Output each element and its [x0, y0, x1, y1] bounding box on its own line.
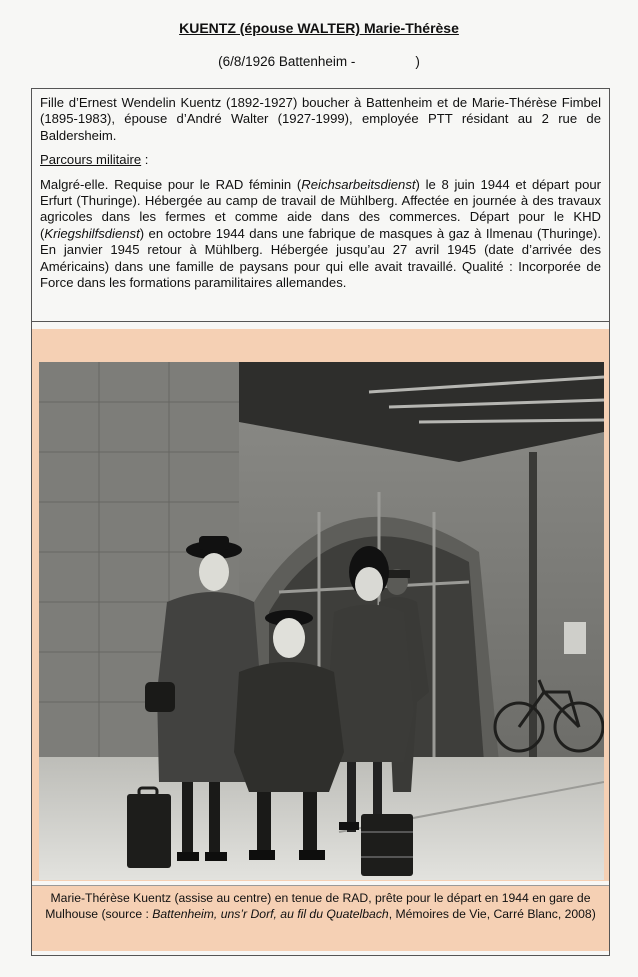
- parcours-italic-2: Kriegshilfsdienst: [44, 225, 140, 241]
- record-frame: [31, 88, 610, 956]
- caption-part-1: Marie-Thérèse Kuentz (assise au centre) en tenue de RAD, prête pour le départ en 1944 en gare de Mulhouse (source :: [45, 891, 591, 921]
- biography-section: [32, 89, 609, 322]
- photo-panel: [32, 329, 609, 881]
- section-colon: :: [141, 152, 149, 168]
- page-title: KUENTZ (épouse WALTER) Marie-Thérèse: [179, 20, 459, 36]
- parcours-italic-1: Reichsarbeitsdienst: [301, 176, 416, 192]
- caption-part-2: , Mémoires de Vie, Carré Blanc, 2008): [388, 906, 596, 921]
- parcours-part-1: Malgré-elle. Requise pour le RAD féminin (: [40, 176, 302, 192]
- section-heading: Parcours militaire: [40, 152, 142, 168]
- parcours-text: [40, 177, 601, 292]
- section-heading-line: [40, 152, 601, 168]
- birth-info: (6/8/1926 Battenheim - ): [218, 54, 420, 69]
- bio-intro: Fille d’Ernest Wendelin Kuentz (1892-1927) boucher à Battenheim et de Marie-Thérèse Fimbel (1895-1983), épouse d’André Walter (1927-1999), employée PTT résidant au 2 rue de Baldersheim.: [40, 95, 601, 143]
- parcours-part-2: ) le 8 juin 1944 et départ pour Erfurt (Thuringe). Hébergée au camp de travail de Mühlberg. Affectée en journée à des travaux agricoles dans les fermes et comme aide dans des commerces. Départ pour le KHD (: [40, 176, 601, 241]
- parcours-part-3: ) en octobre 1944 dans une fabrique de masques à gaz à Ilmenau (Thuringe). En janvier 1945 retour à Mühlberg. Hébergée jusqu’au 27 avril 1945 (date d’arrivée des Américains) dans une famille de paysans pour qui elle avait travaillé. Qualité : Incorporée de Force dans les formations paramilitaires allemandes.: [40, 225, 601, 291]
- photo-illustration: [39, 362, 604, 880]
- caption-book-title: Battenheim, uns’r Dorf, au fil du Quatelbach: [152, 906, 389, 921]
- historical-photo: [39, 362, 604, 880]
- photo-caption: [32, 885, 609, 951]
